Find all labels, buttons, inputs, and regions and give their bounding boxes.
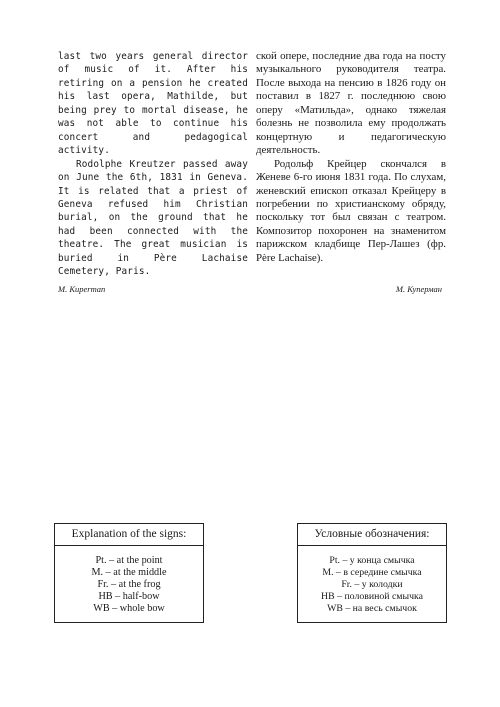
english-paragraph-2: Rodolphe Kreutzer passed away on June the 6th, 1831 in Geneva. It is related that a priest of Geneva refused him Christian burial, on the ground that he had been connected with the theatre. The great musician is buried in Père Lachaise Cemetery, Paris. [58, 158, 248, 278]
legend-item: HB – половиной смычка [321, 591, 423, 603]
english-paragraph-1: last two years general director of music of it. After his retiring on a pension he created his last opera, Mathilde, but being prey to mortal disease, he was not able to continue his concert and pedagogical activity. [58, 51, 248, 157]
russian-paragraph-1: ской опере, последние два года на посту музыкального руководителя театра. После выхода на пенсию в 1826 году он поставил в 1827 г. последнюю свою оперу «Матильда», однако тяжелая болезнь не позволила ему продолжать концертную и педагогическую деятельность. [256, 50, 446, 157]
legend-item: WB – whole bow [93, 603, 165, 615]
legend-item: Pt. – at the point [95, 555, 163, 566]
legend-item: Fr. – у колодки [341, 579, 403, 591]
english-legend-box [54, 523, 204, 623]
russian-legend-box [297, 523, 447, 623]
english-text-column [58, 50, 248, 279]
russian-legend-items [298, 555, 446, 615]
english-legend-title: Explanation of the signs: [55, 528, 203, 546]
legend-item: Fr. – at the frog [97, 579, 161, 591]
russian-legend-title: Условные обозначения: [298, 528, 446, 546]
english-legend-items [55, 555, 203, 615]
english-signature: M. Kuperman [58, 284, 106, 294]
legend-item: Pt. – у конца смычка [329, 555, 415, 566]
russian-text-column [256, 50, 446, 265]
legend-item: HB – half-bow [98, 591, 160, 603]
legend-item: M. – at the middle [91, 567, 167, 579]
russian-paragraph-2: Родольф Крейцер скончался в Женеве 6-го июня 1831 года. По слухам, женевский епископ отказал Крейцеру в погребении по христианскому обряду, поскольку тот был связан с театром. Композитор похоронен на знаменитом парижском кладбище Пер-Лашез (фр. Père Lachaise). [256, 157, 446, 264]
legend-item: M. – в середине смычка [322, 567, 422, 579]
russian-signature: М. Куперман [395, 284, 442, 294]
legend-item: WB – на весь смычок [327, 603, 417, 615]
